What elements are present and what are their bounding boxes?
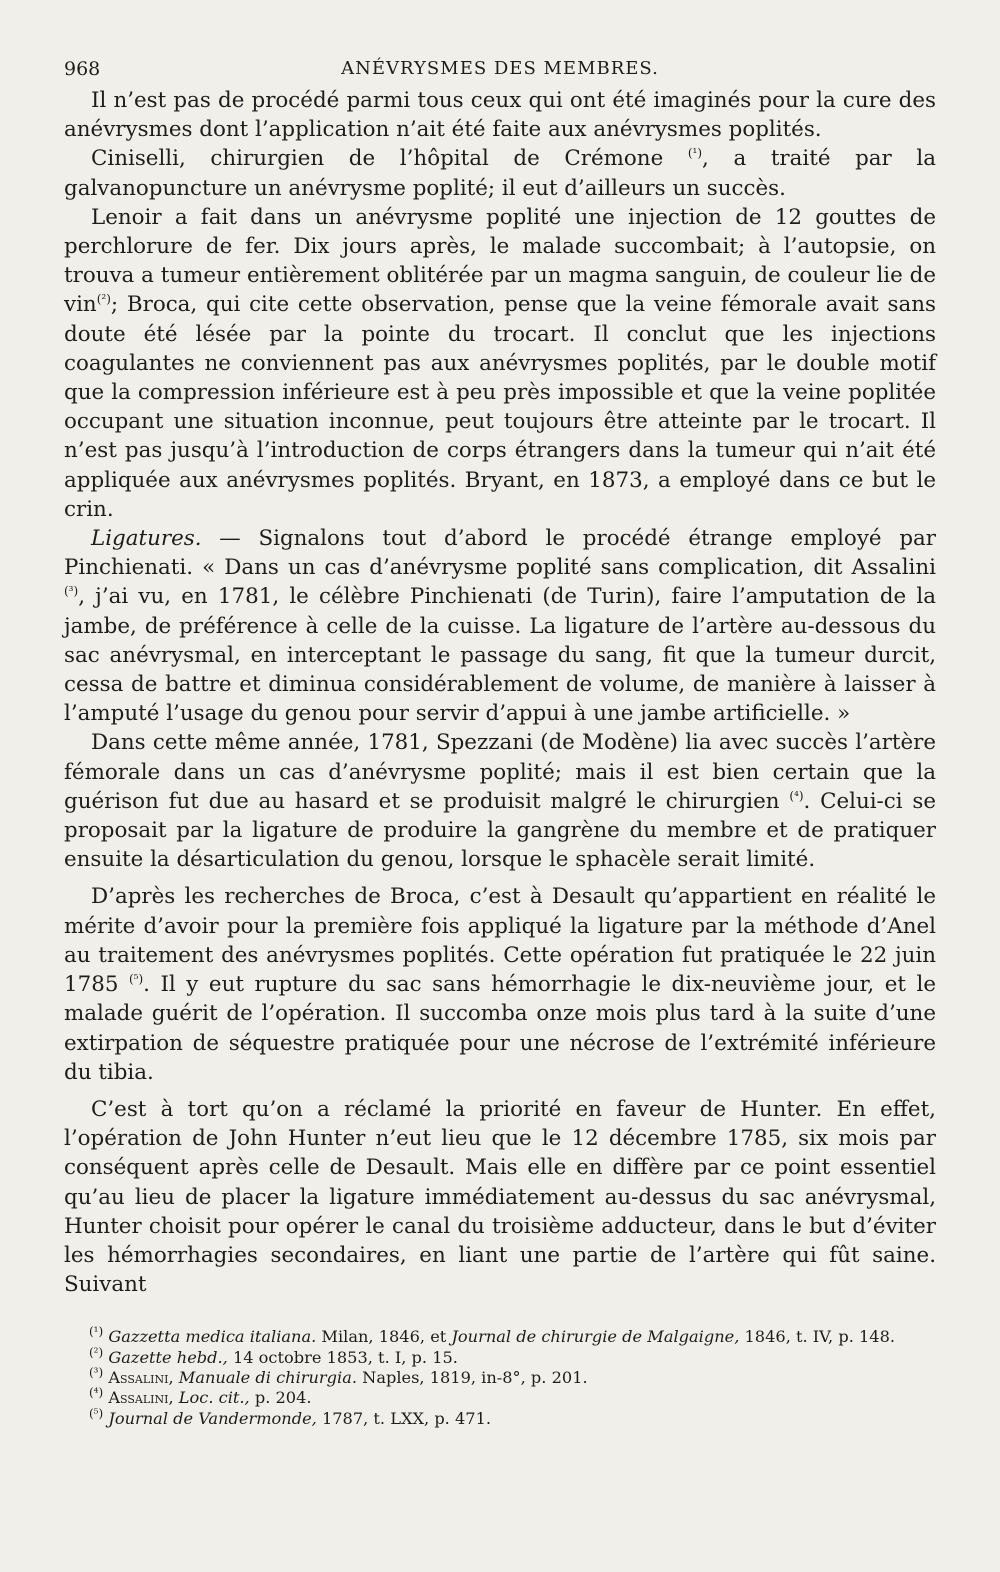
footnote-author: Assalini, [108, 1388, 174, 1408]
body-text [64, 86, 936, 1299]
footnote: $^{(^3)}$ Assalini, Manuale di chirurgia. Naples, 1819, in-8°, p. 201. [89, 1365, 588, 1387]
footnote-reference: (⁴) [789, 788, 804, 803]
footnote: $^{(^5)}$ Journal de Vandermonde, 1787, t. LXX, p. 471. [89, 1406, 492, 1428]
running-title: ANÉVRYSMES DES MEMBRES. [341, 58, 659, 79]
page-number: 968 [64, 58, 101, 80]
paragraph: C’est à tort qu’on a réclamé la priorité en faveur de Hunter. En effet, l’opération de John Hunter n’eut lieu que le 12 décembre 1785, six mois par conséquent après celle de Desault. Mais elle en diffère par ce point essentiel qu’au lieu de placer la ligature immédiatement au-dessus du sac anévrysmal, Hunter choisit pour opérer le canal du troisième adducteur, dans le but d’éviter les hémorrhagies secondaires, en liant une partie de l’artère qui fût saine. Suivant [64, 1096, 936, 1298]
footnote: $^{(^2)}$ Gazette hebd., 14 octobre 1853, t. I, p. 15. [89, 1345, 458, 1367]
paragraph: Ligatures. — Signalons tout d’abord le procédé étrange employé par Pinchienati. « Dans un cas d’anévrysme poplité sans complication, dit Assalini $^{(^3)}$, j’ai vu, en 1781, le célèbre Pinchienati (de Turin), faire l’amputation de la jambe, de préférence à celle de la cuisse. La ligature de l’artère au-dessous du sac anévrysmal, en interceptant le passage du sang, fit que la tumeur durcit, cessa de battre et diminua considérablement de volume, de manière à laisser à l’amputé l’usage du genou pour servir d’appui à une jambe artificielle. » [64, 526, 936, 727]
footnote-marker: (³) [89, 1365, 104, 1380]
footnote-reference: (³) [64, 584, 79, 599]
running-head [64, 50, 936, 86]
footnote-marker: (²) [89, 1345, 104, 1360]
footnote-marker: (⁵) [89, 1406, 104, 1421]
footnote: $^{(^4)}$ Assalini, Loc. cit., p. 204. [89, 1385, 312, 1408]
paragraph: Il n’est pas de procédé parmi tous ceux qui ont été imaginés pour la cure des anévrysmes dont l’application n’ait été faite aux anévrysmes poplités. [64, 88, 936, 143]
paragraph: D’après les recherches de Broca, c’est à Desault qu’appartient en réalité le mérite d’avoir pour la première fois appliqué la ligature par la méthode d’Anel au traitement des anévrysmes poplités. Cette opération fut pratiquée le 22 juin 1785 $^{(^5)}$. Il y eut rupture du sac sans hémorrhagie le dix-neuvième jour, et le malade guérit de l’opération. Il succomba onze mois plus tard à la suite d’une extirpation de séquestre pratiquée pour une nécrose de l’extrémité inférieure du tibia. [64, 884, 936, 1085]
footnote-author: Assalini, [108, 1367, 174, 1387]
footnote-reference: (²) [96, 292, 111, 307]
paragraph: Ciniselli, chirurgien de l’hôpital de Crémone $^{(^1)}$, a traité par la galvanopuncture un anévrysme poplité; il eut d’ailleurs un succès. [64, 146, 936, 201]
footnote-marker: (⁴) [89, 1385, 104, 1400]
footnote-reference: (⁵) [128, 971, 144, 986]
paragraph: Lenoir a fait dans un anévrysme poplité une injection de 12 gouttes de perchlorure de fer. Dix jours après, le malade succombait; à l’autopsie, on trouva a tumeur entièrement oblitérée par un magma sanguin, de couleur lie de vin$^{(^2)}$; Broca, qui cite cette observation, pense que la veine fémorale avait sans doute été lésée par la pointe du trocart. Il conclut que les injections coagulantes ne conviennent pas aux anévrysmes poplités, par le double motif que la compression inférieure est à peu près impossible et que la veine poplitée occupant une situation inconnue, peut toujours être atteinte par le trocart. Il n’est pas jusqu’à l’introduction de corps étrangers dans la tumeur qui n’ait été appliquée aux anévrysmes poplités. Bryant, en 1873, a employé dans ce but le crin. [64, 204, 936, 522]
footnote: $^{(^1)}$ Gazzetta medica italiana. Milan, 1846, et Journal de chirurgie de Malgaigne, 1846, t. IV, p. 148. [89, 1324, 896, 1347]
footnote-marker: (¹) [89, 1324, 104, 1339]
paragraph: Dans cette même année, 1781, Spezzani (de Modène) lia avec succès l’artère fémorale dans un cas d’anévrysme poplité; mais il est bien certain que la guérison fut due au hasard et se produisit malgré le chirurgien $^{(^4)}$. Celui-ci se proposait par la ligature de produire la gangrène du membre et de pratiquer ensuite la désarticulation du genou, lorsque le sphacèle serait limité. [64, 730, 936, 873]
section-heading: Ligatures. [91, 526, 202, 552]
footnote-reference: (¹) [687, 146, 703, 161]
footnotes [64, 1324, 936, 1428]
